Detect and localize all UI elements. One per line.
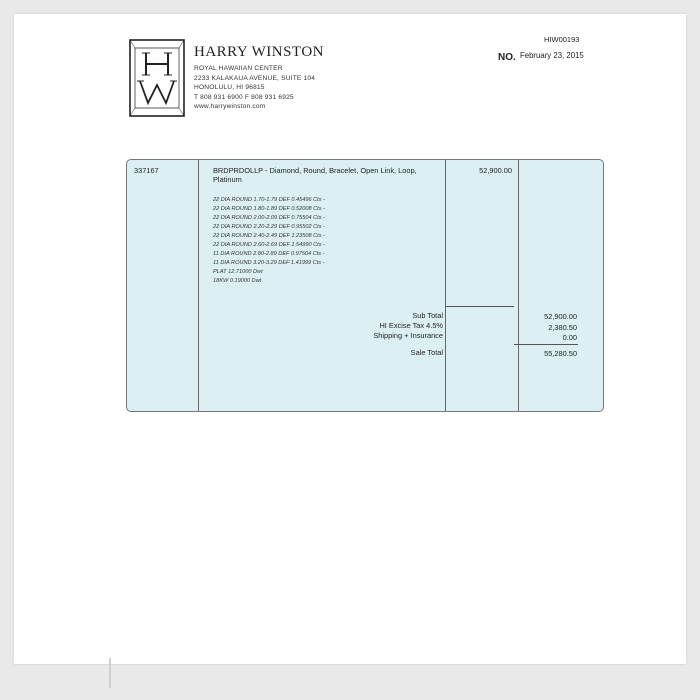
detail-line: 11 DIA ROUND 3.20-3.29 DEF 1.41999 Cts - [213, 260, 325, 266]
address-line-3: HONOLULU, HI 96815 [194, 84, 265, 91]
subtotal-label: Sub Total [412, 311, 443, 320]
detail-line: 22 DIA ROUND 2.40-2.49 DEF 1.23508 Cts - [213, 233, 325, 239]
brand-name: HARRY WINSTON [194, 44, 324, 60]
column-divider [198, 160, 199, 411]
item-description-cont: Platinum [213, 175, 242, 184]
detail-line: 11 DIA ROUND 2.80-2.89 DEF 0.97504 Cts - [213, 251, 325, 257]
address-line-1: ROYAL HAWAIIAN CENTER [194, 65, 283, 72]
sale-total-value: 55,280.50 [544, 349, 577, 358]
detail-line: 22 DIA ROUND 2.60-2.69 DEF 1.54990 Cts - [213, 242, 325, 248]
sale-total-label: Sale Total [410, 348, 443, 357]
total-rule [514, 344, 578, 345]
detail-line: 22 DIA ROUND 1.70-1.79 DEF 0.45496 Cts - [213, 197, 325, 203]
address-line-2: 2233 KALAKAUA AVENUE, SUITE 104 [194, 75, 316, 82]
subtotal-value: 52,900.00 [544, 312, 577, 321]
address-line-5: www.harrywinston.com [194, 103, 266, 110]
detail-line: 22 DIA ROUND 2.00-2.09 DEF 0.75504 Cts - [213, 215, 325, 221]
detail-line: PLAT 12.71000 Dwt [213, 269, 263, 275]
stock-number: 337167 [134, 166, 159, 175]
shipping-value: 0.00 [562, 333, 577, 342]
subtotal-rule [446, 306, 514, 307]
detail-line: 22 DIA ROUND 2.20-2.29 DEF 0.95502 Cts - [213, 224, 325, 230]
shipping-label: Shipping + Insurance [373, 331, 443, 340]
line-items-box [126, 159, 604, 412]
document-id: HIW00193 [544, 35, 580, 44]
item-price: 52,900.00 [479, 166, 512, 175]
column-divider [445, 160, 446, 411]
invoice-page [14, 14, 686, 664]
item-description: BRDPRDOLLP - Diamond, Round, Bracelet, Open Link, Loop, [213, 166, 417, 175]
detail-line: 22 DIA ROUND 1.80-1.89 DEF 0.52008 Cts - [213, 206, 325, 212]
column-divider [518, 160, 519, 411]
address-line-4: T 808 931 6900 F 808 931 6925 [194, 94, 294, 101]
invoice-date: February 23, 2015 [520, 51, 584, 60]
page-edge-mark [109, 658, 111, 688]
number-label: NO. [498, 52, 516, 63]
tax-label: HI Excise Tax 4.5% [379, 321, 443, 330]
detail-line: 18KW 0.19000 Dwt [213, 278, 262, 284]
hw-logo [129, 39, 185, 117]
tax-value: 2,380.50 [548, 323, 577, 332]
